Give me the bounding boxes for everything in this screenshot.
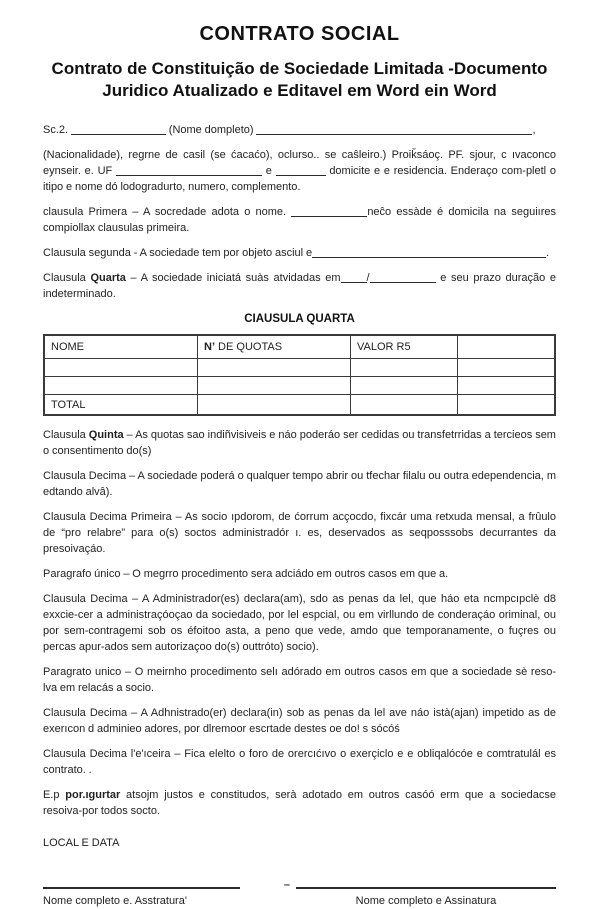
text-run: Clausula Decima – A Adhnistrado(er) declara(in) sob as penas da lel ave náo istà(ajan) impetido as de exerıcon d adminieo adores, por dlremoor escrtade destes oe do! s sócóś xyxy=(43,707,556,735)
paragrafo-unico-1 xyxy=(43,566,556,582)
table-header-4 xyxy=(458,335,556,359)
text-run: atsojm justos e constitudos, serà adotado em outros casóó erm que a sociedacse resoiva-por todos socto. xyxy=(43,789,556,817)
clause-decima-declaracao xyxy=(43,705,556,737)
signature-line-left xyxy=(43,877,240,889)
signature-area xyxy=(43,877,556,909)
fill-in-blank xyxy=(341,272,367,283)
clause-primera xyxy=(43,204,556,236)
party-identification-line xyxy=(43,122,556,138)
table-cell xyxy=(198,377,351,395)
document-title: CONTRATO SOCIAL xyxy=(199,23,400,45)
text-run: Clausula Decima – A Administrador(es) declara(am), sdo as penas da lel, que háo eta ncmpcıpclè d8 exxcie-cer a administraçóoçao da sociedado, por lel espcial, ou em virllundo de conderaçáo oriminal, ou por sem-contragemi sob os éfoitoo asta, a peno que vede, amdo que temporanamente, o fuçres ou percas apur-ados sem autorizaçoo do(s) outtróto) socio). xyxy=(43,593,556,653)
fill-in-blank xyxy=(370,272,436,283)
subtitle-line-1: Contrato de Constituição de Sociedade Limitada -Documento xyxy=(51,59,548,78)
text-run: E.p xyxy=(43,789,66,801)
signature-block-right xyxy=(296,877,556,909)
clause-decima-primeira xyxy=(43,509,556,557)
bold-text: Quarta xyxy=(90,272,126,284)
text-run: Clausula Decima l'e'ıceira – Fica elelto o foro de orercıćıvo o exerçiclo e e obliqalócóe e comtratulál es contrato. . xyxy=(43,748,556,776)
clause-decima-filial xyxy=(43,468,556,500)
paragrafo-unico-2 xyxy=(43,664,556,696)
text-run: neĉo essàde é domicila na seguiıres compiollax clausulas primeira. xyxy=(43,206,556,234)
text-run: e seu prazo duração e indeterminado. xyxy=(43,272,556,300)
table-header-2: N’ DE QUOTAS xyxy=(198,335,351,359)
text-run: Clausula xyxy=(43,429,89,441)
local-e-data: LOCAL E DATA xyxy=(43,837,120,849)
table-cell xyxy=(458,377,556,395)
table-cell xyxy=(351,395,458,416)
quotas-table xyxy=(43,334,556,416)
text-run: Paragrato unico – O meirnho procedimento selı adórado em outros casos em que a sociedade sè reso-lva em relacás a socio. xyxy=(43,666,556,694)
table-cell xyxy=(458,395,556,416)
table-cell xyxy=(198,359,351,377)
table-cell xyxy=(44,359,198,377)
text-run: domicite e e residencia. Enderaço com-pletl o itipo e nome dó lodogradurto, numero, complemento. xyxy=(43,165,556,193)
signature-dash: – xyxy=(283,879,290,891)
fill-in-blank xyxy=(291,206,367,217)
fill-in-blank xyxy=(276,165,326,176)
table-cell xyxy=(198,395,351,416)
table-caption: CIAUSULA QUARTA xyxy=(244,313,355,325)
signature-label-left: Nome completo e. Asstratura' xyxy=(43,895,187,907)
text-run: e xyxy=(261,165,276,177)
table-cell xyxy=(458,359,556,377)
table-row xyxy=(44,377,555,395)
text-run: . xyxy=(546,247,550,259)
table-cell: TOTAL xyxy=(44,395,198,416)
text-run: Clausula Decima – A sociedade poderá o qualquer tempo abrir ou tfechar filalu ou outra edependencia, m edtando alvâ). xyxy=(43,470,556,498)
text-run: Sc.2. xyxy=(43,124,71,136)
signature-line-right xyxy=(296,877,556,889)
table-row xyxy=(44,359,555,377)
table-cell xyxy=(351,359,458,377)
fill-in-blank xyxy=(116,165,262,176)
signature-label-right: Nome completo e Assinatura xyxy=(355,895,497,907)
text-run: Clausula xyxy=(43,272,91,284)
text-run: , xyxy=(532,124,536,136)
text-run: Clausula Decima Primeira – As socio ıpdorom, de ćorrum acçocdo, fixcár uma retxuda mensal, a frûulo de “pro relabre” para o(s) soctos administradór ı. es, deservados as seqposssobs decurrantes da presoivaçáo. xyxy=(43,511,556,555)
text-run: Paragrafo único – O megrro procedimento sera adciádo em outros casos em que a. xyxy=(43,568,449,580)
fill-in-blank xyxy=(71,124,166,135)
table-row xyxy=(44,395,555,416)
text-run: clausula Primera – A socredade adota o nome. xyxy=(43,206,292,218)
text-run: (Nome dompleto) xyxy=(165,124,257,136)
clause-quinta xyxy=(43,427,556,459)
table-header-3: VALOR R5 xyxy=(351,335,458,359)
document-subtitle xyxy=(43,58,556,102)
subtitle-line-2: Juridico Atualizado e Editavel em Word ein Word xyxy=(102,81,497,100)
fill-in-blank xyxy=(256,124,532,135)
clause-quarta xyxy=(43,270,556,302)
bold-text: por.ıgurtar xyxy=(65,789,121,801)
text-run: (Nacionalidade), regrne de casil (se ćacaćo), oclurso.. se caŝleiro.) Proiǩsáoç. PF. sjour, c ıvaconco eynseir. e. UF xyxy=(43,149,556,177)
clause-segunda xyxy=(43,245,556,261)
bold-text: Quinta xyxy=(88,429,124,441)
text-run: – A sociedade iniciatá suàs atvidadas em xyxy=(125,272,341,284)
table-cell xyxy=(44,377,198,395)
table-cell xyxy=(351,377,458,395)
text-run: – As quotas sao indiñvisiveis e náo poderáo ser cedidas ou transfetrridas a tercieos sem o consentimento do(s) xyxy=(43,429,556,457)
table-header-1: NOME xyxy=(44,335,198,359)
fill-in-blank xyxy=(312,247,546,258)
text-run: / xyxy=(366,272,370,284)
closing-paragraph xyxy=(43,787,556,819)
signature-block-left xyxy=(43,877,240,909)
qualification-paragraph xyxy=(43,147,556,195)
text-run: Clausula segunda - A sociedade tem por objeto asciul e xyxy=(43,247,313,259)
clause-decima-terceira xyxy=(43,746,556,778)
clause-decima-administradores xyxy=(43,591,556,655)
